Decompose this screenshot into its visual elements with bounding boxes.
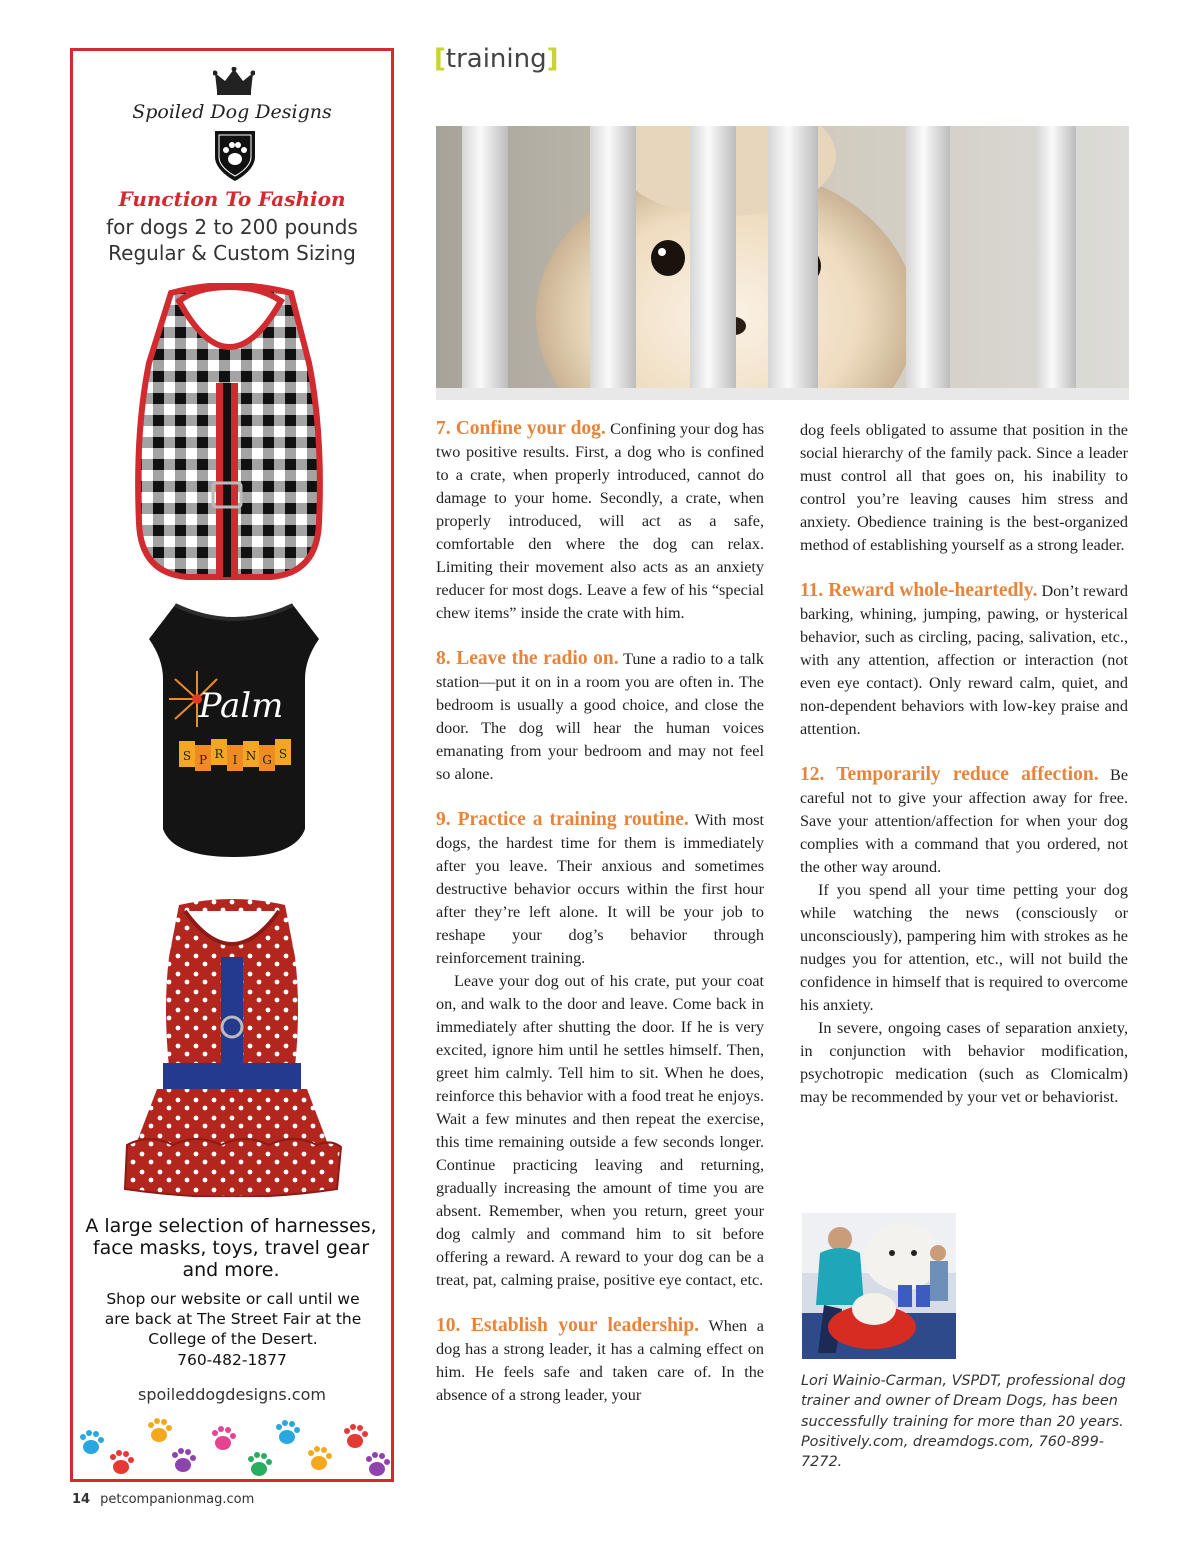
springs-letter: P [198, 753, 208, 767]
gingham-harness-image [131, 283, 327, 583]
palm-springs-shirt-image [145, 599, 323, 861]
tip-10 [436, 1314, 764, 1407]
tip-12 [800, 763, 1128, 879]
springs-letter: R [214, 747, 224, 761]
paw-print-icon [308, 1446, 332, 1470]
advertisement [70, 48, 394, 1482]
ad-sizing-note: Regular & Custom Sizing [108, 241, 356, 265]
ad-shop-text: Shop our website or call until we are back at The Street Fair at the College of the Desert. [104, 1290, 362, 1348]
tip-10-heading: 10. Establish your leadership. [436, 1315, 700, 1336]
paw-print-icon [366, 1452, 390, 1476]
paw-prints-decoration [73, 1407, 391, 1479]
tip-9-paragraph-2: Leave your dog out of his crate, put your coat on, and walk to the door and leave. Come back in immediately after shutting the door. If he is very excited, ignore him until he settles himself. Then, greet him calmly. Tell him to sit. When he does, reinforce this behavior with a food treat he enjoys. Wait a few minutes and then repeat the exercise, this time remaining outside a few seconds longer. Continue practicing leaving and returning, gradually increasing the amount of time you are absent. Remember, when you return, greet your dog calmly and command him to sit before offering a reward. A reward to your dog can be a treat, pat, calming praise, positive eye contact, etc. [436, 972, 764, 1289]
section-label-text: training [445, 44, 547, 74]
tip-12-paragraph-2: If you spend all your time petting your dog while watching the news (consciously or unconsciously), pampering him with strokes as he nudges you for attention, etc., will not build the confidence in himself that is required to overcome his anxiety. [800, 881, 1128, 1014]
tip-11-heading: 11. Reward whole-heartedly. [800, 580, 1038, 601]
ad-phone-number: 760-482-1877 [177, 1351, 287, 1369]
tip-9-heading: 9. Practice a training routine. [436, 809, 689, 830]
tip-7-body: Confining your dog has two positive results. First, a dog who is confined to a crate, when properly introduced, cannot do damage to your home. Secondly, a crate, when properly introduced, will act as a safe, comfortable den where the dog can relax. Limiting their movement also acts as an anxiety reducer for most dogs. Leave a few of his “special chew items” inside the crate with him. [436, 420, 764, 622]
footer-site: petcompanionmag.com [100, 1492, 255, 1507]
tip-12-body: Be careful not to give your affection away for free. Save your attention/affection for when your dog complies with a command that you ordered, not the other way around. [800, 766, 1129, 876]
page-footer [72, 1492, 254, 1507]
ad-size-range: for dogs 2 to 200 pounds [106, 215, 358, 239]
tip-11-body: Don’t reward barking, whining, jumping, pawing, or hysterical behavior, such as circling, pacing, salivation, etc., with any attention, affection or interaction (not even eye contact). Only reward calm, quiet, and non-dependent behaviors with low-key praise and attention. [800, 582, 1128, 738]
article-column-right [800, 419, 1128, 1109]
paw-print-icon [248, 1452, 272, 1476]
paw-print-icon [148, 1418, 172, 1442]
ad-website: spoileddogdesigns.com [138, 1385, 326, 1404]
tip-10-body: When a dog has a strong leader, it has a calming effect on him. He feels safe and taken care of. In the absence of a strong leader, your [436, 1317, 764, 1404]
springs-letter: S [182, 749, 192, 763]
section-label: [training] [434, 44, 559, 74]
tip-8-body: Tune a radio to a talk station—put it on in a room you are often in. The bedroom is usually a good choice, and close the door. The dog will hear the human voices emanating from your bedroom and may not feel so alone. [436, 650, 764, 783]
springs-letter: I [232, 753, 238, 767]
paw-print-icon [172, 1448, 196, 1472]
tip-12-paragraph-3: In severe, ongoing cases of separation anxiety, in conjunction with behavior modification, psychotropic medication (such as Clomicalm) may be recommended by your vet or behaviorist. [800, 1019, 1128, 1106]
paw-shield-icon [211, 127, 259, 183]
tip-9 [436, 808, 764, 970]
palm-text: Palm [198, 686, 284, 726]
paw-print-icon [110, 1450, 134, 1474]
tip-9-body: With most dogs, the hardest time for them is immediately after you leave. Their anxious and sometimes destructive behavior occurs within the first hour after they’re left alone. It will be your job to reshape your dog’s behavior through reinforcement training. [436, 811, 764, 967]
tip-7 [436, 417, 764, 625]
paw-print-icon [344, 1424, 368, 1448]
ad-tagline: Function To Fashion [118, 187, 346, 211]
ad-brand-name: Spoiled Dog Designs [132, 101, 332, 123]
tip-8-heading: 8. Leave the radio on. [436, 648, 619, 669]
author-photo [802, 1213, 956, 1359]
author-bio: Lori Wainio-Carman, VSPDT, professional dog trainer and owner of Dream Dogs, has been successfully training for more than 20 years. Positively.com, dreamdogs.com, 760-899-7272. [801, 1373, 1126, 1471]
article-column-left [436, 417, 764, 1407]
page-number: 14 [72, 1492, 91, 1507]
tip-10-continued: dog feels obligated to assume that position in the social hierarchy of the family pack. Since a leader must control all that goes on, his inability to control you’re leaving causes him stress and anxiety. Obedience training is the best-organized method of establishing yourself as a strong leader. [800, 421, 1128, 554]
paw-print-icon [276, 1420, 300, 1444]
paw-print-icon [80, 1430, 104, 1454]
polka-dot-dress-image [119, 897, 345, 1197]
springs-letter: N [245, 749, 257, 763]
ad-selection-text: A large selection of harnesses, face masks, toys, travel gear and more. [85, 1215, 377, 1281]
tip-8 [436, 647, 764, 786]
dog-in-crate-photo [436, 126, 1129, 400]
crown-icon [213, 67, 255, 95]
tip-7-heading: 7. Confine your dog. [436, 418, 606, 439]
springs-letter: S [278, 747, 288, 761]
paw-print-icon [212, 1426, 236, 1450]
springs-letter: G [262, 753, 272, 767]
tip-11 [800, 579, 1128, 741]
tip-12-heading: 12. Temporarily reduce affection. [800, 764, 1099, 785]
